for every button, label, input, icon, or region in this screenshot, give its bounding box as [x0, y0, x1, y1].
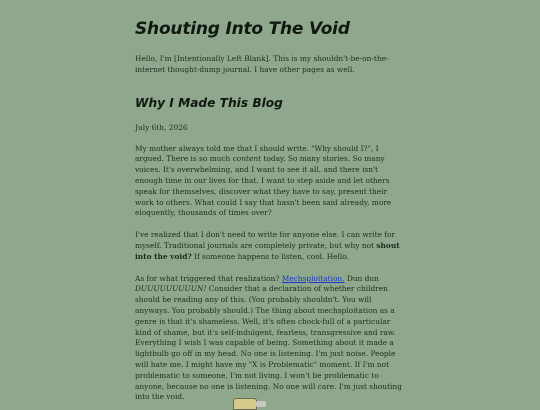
- emphasis-text: content: [232, 154, 262, 164]
- paragraph-text: Consider that a declaration of whether children should be reading any of this. (You probably shouldn't. You will anyways. You probably should.) The thing about mechsploitation as a genre is that it's shameless. Well, it's often chock-full of a particular kind of shame, but it's self-indulgent, fearless, transgressive and raw. Everything I wish I was capable of being. Something about it made a lightbulb go off in my head. No one is listening. I'm just noise. People will hate me. I might have my "X is Problematic" moment. If I'm not problematic to someone, I'm not living. I won't be problematic to anyone, because no one is listening. No one will care. I'm just shouting into the void.: [135, 284, 402, 402]
- paragraph-text: today. So many stories. So many voices. It's overwhelming, and I want to see it all, and there isn't enough time in our lives for that. I want to step aside and let others speak for themselves, discover what they have to say, present their work to others. What could I say that hasn't been said already, more eloquently, thousands of times over?: [135, 154, 392, 218]
- site-intro: Hello, I'm [Intentionally Left Blank]. This is my shouldn't-be-on-the-internet thought-dump journal. I have other pages as well.: [135, 54, 389, 74]
- bold-text: shout into the void?: [135, 240, 400, 261]
- emphasis-text: DUUUUUUUUUN!: [135, 284, 207, 294]
- content-column: [135, 0, 407, 403]
- paragraph-text: If someone happens to listen, cool. Hello.: [191, 251, 349, 261]
- post-paragraph-2: [135, 230, 407, 262]
- post-paragraph-3: [135, 274, 407, 404]
- paragraph-text: Dun dun: [344, 273, 379, 283]
- post-date: July 6th, 2026: [135, 122, 188, 132]
- paragraph-text: My mother always told me that I should write. "Why should I?", I argued. There is so much: [135, 143, 379, 164]
- blog-post: [135, 95, 407, 404]
- post-paragraph-1: [135, 144, 407, 220]
- mechsploitation-link[interactable]: Mechsploitation.: [281, 273, 345, 283]
- paragraph-text: I've realized that I don't need to write for anyone else. I can write for myself. Traditional journals are completely private, but why not: [135, 230, 396, 250]
- partial-image: [233, 398, 257, 410]
- paragraph-text: As for what triggered that realization?: [135, 273, 282, 283]
- site-title: Shouting Into The Void: [135, 19, 350, 39]
- post-title: Why I Made This Blog: [135, 95, 283, 110]
- partial-image-2: [256, 401, 266, 407]
